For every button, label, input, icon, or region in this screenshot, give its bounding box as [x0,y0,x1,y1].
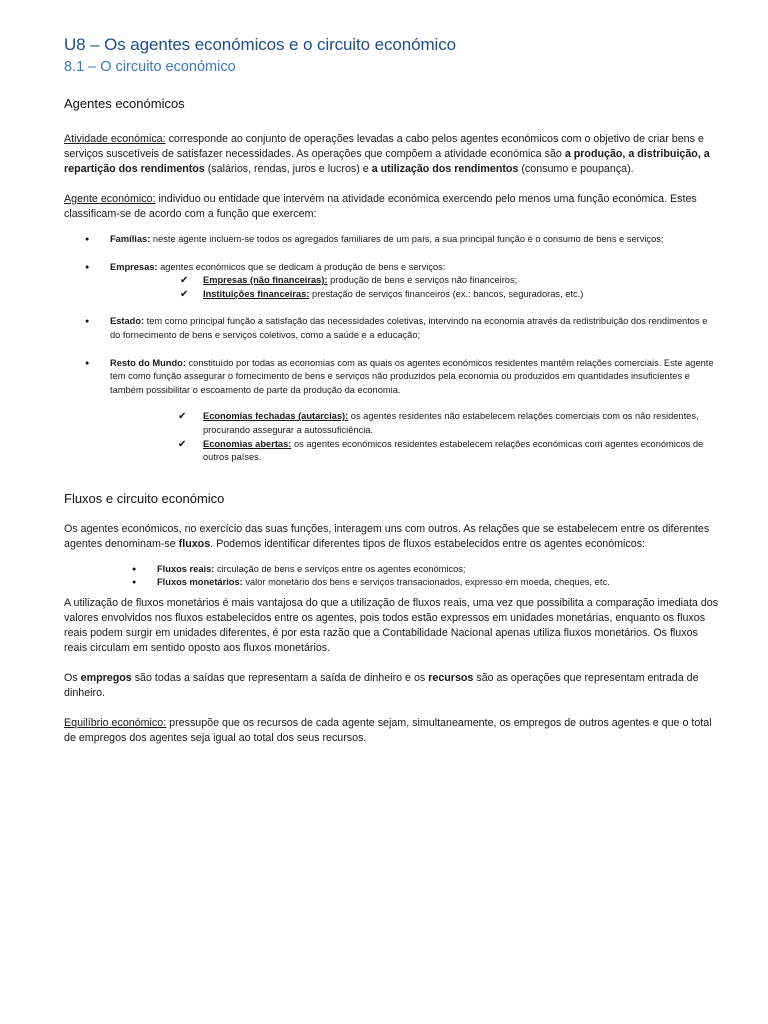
document-subtitle: 8.1 – O circuito económico [64,59,236,75]
bold-run: recursos [428,671,474,684]
item-label: Estado: [110,316,145,327]
item-text: valor monetário dos bens e serviços transacionados, expresso em moeda, cheques, etc. [242,577,610,588]
paragraph-fluxos-intro [64,522,719,552]
paragraph-vantagem: A utilização de fluxos monetários é mais vantajosa do que a utilização de fluxos reais, uma vez que possibilita a comparação imediata dos valores envolvidos nos fluxos estabelecidos entre os agentes, pois todos estão expressos em unidades monetárias, enquanto os fluxos reais podem surgir em unidades diferentes, é por esta razão que a Contabilidade Nacional apenas utiliza fluxos monetários. Os fluxos reais circulam em sentido oposto aos fluxos monetários. [64,596,719,654]
item-text: agentes económicos que se dedicam à produção de bens e serviços: [157,261,446,272]
item-label: Fluxos reais: [157,563,215,574]
flows-list [64,563,719,590]
resto-sublist [64,410,719,464]
bold-run: fluxos [178,537,211,550]
list-item-familias [64,233,719,247]
check-item [64,288,719,302]
item-label: Instituições financeiras: [203,288,310,299]
text-run: corresponde ao conjunto de operações levadas a cabo pelos agentes económicos com o objetivo de criar bens e serviços suscetíveis de satisfazer necessidades. As operações que compõem a atividade económica são [64,133,704,160]
item-label: Economias abertas: [203,438,292,449]
section-heading-fluxos: Fluxos e circuito económico [64,490,225,506]
item-text: neste agente incluem-se todos os agregados familiares de um país, a sua principal função é o consumo de bens e serviços; [150,234,664,244]
check-item [64,410,719,437]
bold-run: a utilização dos rendimentos [371,163,519,175]
empresas-sublist [64,274,719,301]
item-label: Empresas (não financeiras): [203,275,328,286]
agents-list [64,233,719,274]
text-run: individuo ou entidade que intervém na atividade económica exercendo pelo menos uma função económica. Estes classificam-se de acordo com a função que exercem: [64,193,697,220]
paragraph-agente [64,192,719,222]
item-label: Fluxos monetários: [157,577,243,588]
term-agente: Agente económico: [64,193,156,205]
check-item [64,274,719,288]
item-text: constituído por todas as economias com as quais os agentes económicos residentes mantêm relações comerciais. Este agente tem como função assegurar o fornecimento de bens e serviços não produzidos pela economia ou produzidos em quantidades insuficientes e também possibilitar o escoamento de parte da produção da economia. [110,357,714,395]
item-text: os agentes económicos residentes estabelecem relações económicas com agentes económicos de outros países. [203,438,704,463]
item-text: produção de bens e serviços não financeiros; [327,275,518,286]
term-atividade: Atividade económica: [64,133,166,145]
section-heading-agentes: Agentes económicos [64,96,185,111]
item-label: Resto do Mundo: [110,357,186,368]
item-text: os agentes residentes não estabelecem relações comerciais com os não residentes, procurando assegurar a autossuficiência. [203,411,699,435]
term-equilibrio: Equilíbrio económico: [64,716,167,729]
bold-run: a produção, a distribuição, a repartição dos rendimentos [64,148,710,175]
item-label: Economias fechadas (autarcias): [203,411,349,422]
item-text: circulação de bens e serviços entre os agentes económicos; [214,563,466,574]
text-run: (salários, rendas, juros e lucros) e [204,163,372,175]
list-item-empresas [64,261,719,275]
list-item-estado [64,315,719,342]
item-text: prestação de serviços financeiros (ex.: bancos, seguradoras, etc.) [309,288,584,299]
list-item-resto-do-mundo [64,357,719,398]
text-run: (consumo e poupança). [518,163,634,175]
bold-run: empregos [80,671,132,684]
agents-list-cont [64,315,719,397]
paragraph-atividade [64,132,719,177]
item-label: Empresas: [110,261,158,272]
text-run: são todas a saídas que representam a saída de dinheiro e os [131,671,429,684]
list-item-fluxos-monetarios [64,576,719,590]
list-item-fluxos-reais [64,563,719,577]
paragraph-equilibrio [64,716,719,746]
text-run: são as operações que representam entrada de dinheiro. [64,671,699,699]
text-run: Os [64,671,81,684]
document-page [64,34,719,746]
text-run: . Podemos identificar diferentes tipos de fluxos estabelecidos entre os agentes económicos: [210,537,646,550]
item-text: tem como principal função a satisfação das necessidades coletivas, intervindo na economia através da redistribuição dos rendimentos e do fornecimento de bens e serviços coletivos, como a saúde e a educação; [110,316,708,340]
document-title: U8 – Os agentes económicos e o circuito económico [64,35,456,54]
paragraph-empregos-recursos [64,671,719,701]
text-run: Os agentes económicos, no exercício das suas funções, interagem uns com outros. As relações que se estabelecem entre os diferentes agentes denominam-se [64,522,710,550]
check-item [64,438,719,465]
text-run: pressupõe que os recursos de cada agente sejam, simultaneamente, os empregos de outros agentes e que o total de empregos dos agentes seja igual ao total dos seus recursos. [64,716,712,744]
item-label: Famílias: [110,234,151,244]
